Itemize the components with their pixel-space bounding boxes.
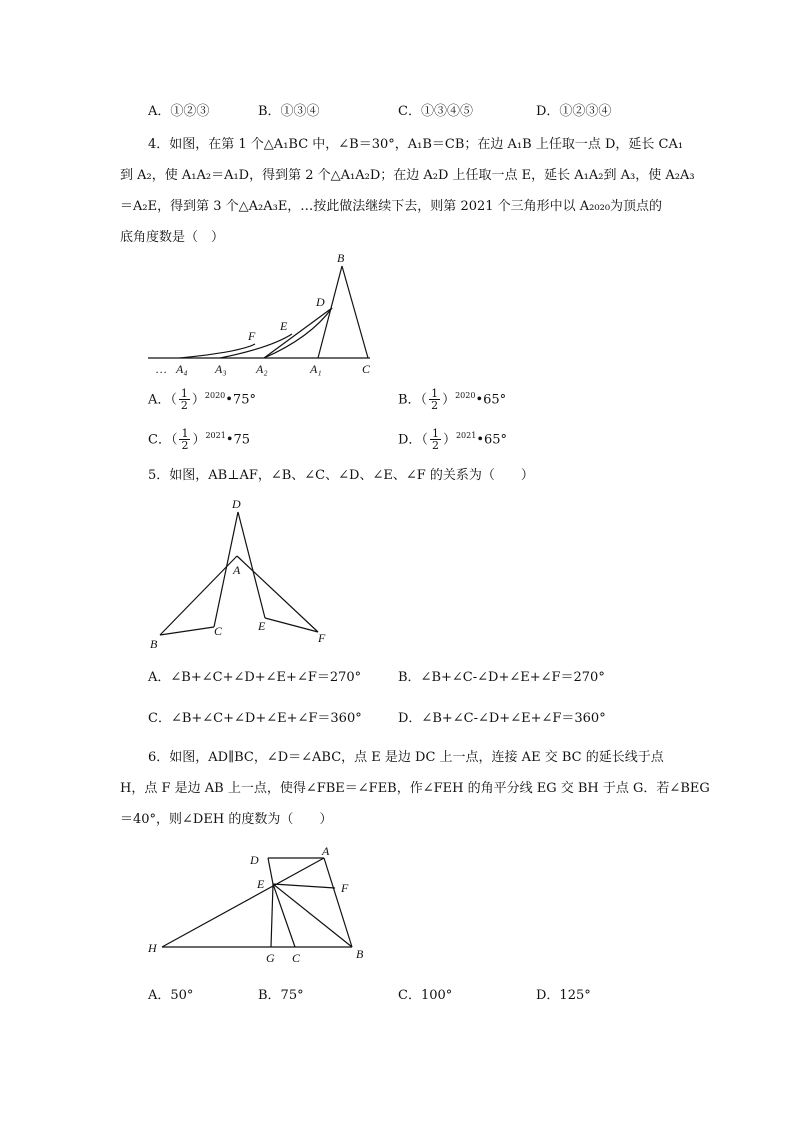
q4-label-b: B — [337, 251, 345, 265]
q6-line-1: 6．如图，AD∥BC，∠D＝∠ABC，点 E 是边 DC 上一点，连接 AE 交 BC 的延长线于点 — [148, 750, 664, 765]
q4-label-e: E — [280, 319, 288, 333]
q5-label-f: F — [318, 631, 326, 645]
q4-label-f: F — [248, 329, 256, 343]
q6-label-b: B — [356, 947, 364, 961]
q4-label-dots: … — [156, 362, 167, 376]
q6-figure — [140, 838, 380, 968]
q4-option-d: D．（ $\frac{1}{2}$ ）$^{2021}$•65° — [398, 427, 508, 453]
q4-line-3: ＝A₂E，得到第 3 个△A₂A₃E，…按此做法继续下去，则第 2021 个三角形中以 A₂₀₂₀为顶点的 — [120, 199, 663, 214]
q4-label-a4: A₄ — [176, 362, 188, 376]
q4-line-4: 底角度数是（ ） — [120, 230, 225, 245]
q6-line-2: H，点 F 是边 AB 上一点，使得∠FBE＝∠FEB，作∠FEH 的角平分线 EG 交 BH 于点 G．若∠BEG — [120, 781, 710, 796]
q6-option-a: A．50° — [148, 988, 194, 1003]
q6-option-c: C．100° — [398, 988, 453, 1003]
q5-option-b: B．∠B+∠C-∠D+∠E+∠F＝270° — [398, 670, 605, 685]
q6-label-h: H — [148, 941, 157, 955]
q4-figure — [140, 248, 390, 378]
q3-option-c: C．①③④⑤ — [398, 104, 473, 119]
q6-label-d: D — [250, 853, 259, 867]
q6-label-c: C — [292, 951, 301, 965]
q5-figure — [140, 492, 340, 654]
q6-line-3: ＝40°，则∠DEH 的度数为（ ） — [120, 812, 333, 827]
q5-label-c: C — [214, 624, 223, 638]
q6-option-b: B．75° — [258, 988, 304, 1003]
q4-label-a2: A₂ — [256, 362, 268, 376]
q4-label-a3: A₃ — [215, 362, 227, 376]
q5-option-d: D．∠B+∠C-∠D+∠E+∠F＝360° — [398, 711, 606, 726]
q3-option-d: D．①②③④ — [536, 104, 612, 119]
q4-option-c: C．（ $\frac{1}{2}$ ）$^{2021}$•75 — [148, 427, 251, 453]
q3-option-a: A．①②③ — [148, 104, 210, 119]
q5-label-e: E — [258, 619, 266, 633]
q6-label-e: E — [257, 877, 265, 891]
q4-label-d: D — [316, 295, 325, 309]
q5-option-a: A．∠B+∠C+∠D+∠E+∠F＝270° — [148, 670, 362, 685]
q4-line-2: 到 A₂，使 A₁A₂＝A₁D，得到第 2 个△A₁A₂D；在边 A₂D 上任取一点 E，延长 A₁A₂到 A₃，使 A₂A₃ — [120, 168, 695, 183]
q3-option-b: B．①③④ — [258, 104, 320, 119]
q5-option-c: C．∠B+∠C+∠D+∠E+∠F＝360° — [148, 711, 362, 726]
q5-label-d: D — [232, 497, 241, 511]
q4-label-a1: A₁ — [310, 362, 322, 376]
q6-label-f: F — [341, 881, 349, 895]
q5-label-b: B — [150, 637, 158, 651]
q4-option-a: A．（ $\frac{1}{2}$ ）$^{2020}$•75° — [148, 387, 256, 413]
q4-option-b: B．（ $\frac{1}{2}$ ）$^{2020}$•65° — [398, 387, 507, 413]
q6-label-a: A — [322, 844, 330, 858]
q5-line-1: 5．如图，AB⊥AF，∠B、∠C、∠D、∠E、∠F 的关系为（ ） — [148, 468, 534, 483]
q5-label-a: A — [233, 563, 241, 577]
q6-label-g: G — [266, 951, 275, 965]
q4-label-c: C — [362, 362, 371, 376]
q6-option-d: D．125° — [536, 988, 591, 1003]
q4-line-1: 4．如图，在第 1 个△A₁BC 中，∠B＝30°，A₁B＝CB；在边 A₁B 上任取一点 D，延长 CA₁ — [148, 137, 684, 152]
